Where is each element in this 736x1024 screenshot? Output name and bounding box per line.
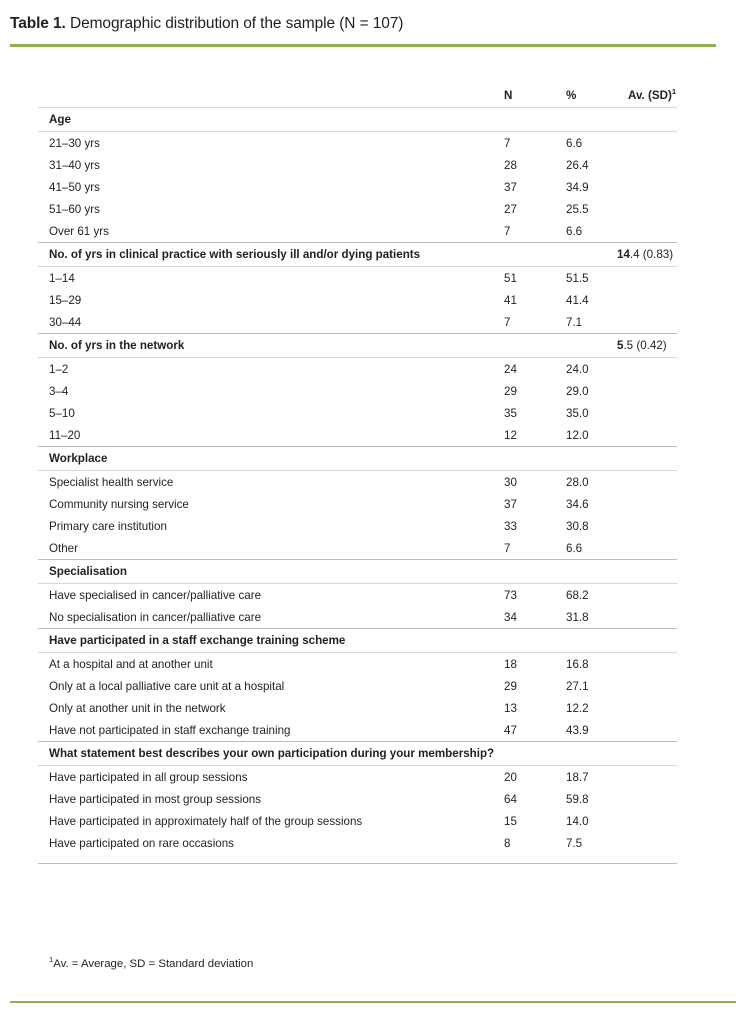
row-label: 41–50 yrs bbox=[49, 180, 100, 194]
bottom-accent-rule bbox=[10, 1001, 736, 1003]
row-label: 1–14 bbox=[49, 271, 75, 285]
section-percent-cell bbox=[553, 334, 615, 358]
row-label: At a hospital and at another unit bbox=[49, 657, 213, 671]
row-percent-value: 27.1 bbox=[566, 679, 589, 693]
table-footnote bbox=[49, 955, 254, 970]
column-header-avsd bbox=[615, 76, 677, 108]
row-avsd-value bbox=[615, 289, 677, 311]
column-header-avsd-superscript: 1 bbox=[671, 87, 677, 97]
row-percent-value: 29.0 bbox=[566, 384, 589, 398]
section-n-cell bbox=[491, 560, 553, 584]
row-n-value: 41 bbox=[504, 293, 517, 307]
section-n-cell bbox=[491, 334, 553, 358]
top-accent-rule bbox=[10, 44, 716, 47]
table-row bbox=[38, 493, 677, 515]
row-n-value: 33 bbox=[504, 519, 517, 533]
row-avsd-value bbox=[615, 198, 677, 220]
section-heading: No. of yrs in the network bbox=[38, 334, 491, 358]
table-caption bbox=[10, 14, 403, 34]
row-n-value: 37 bbox=[504, 180, 517, 194]
table-row bbox=[38, 471, 677, 494]
row-label: 1–2 bbox=[49, 362, 69, 376]
avsd-mean: 5 bbox=[617, 339, 624, 352]
row-label: Specialist health service bbox=[49, 475, 174, 489]
section-percent-cell bbox=[553, 108, 615, 132]
row-percent-value: 31.8 bbox=[566, 610, 589, 624]
table-section-header-row bbox=[38, 560, 677, 584]
row-percent-value: 34.9 bbox=[566, 180, 589, 194]
section-n-cell bbox=[491, 447, 553, 471]
row-n-value: 12 bbox=[504, 428, 517, 442]
row-label: 11–20 bbox=[49, 428, 81, 442]
section-percent-cell bbox=[553, 447, 615, 471]
column-header-percent: % bbox=[566, 89, 577, 102]
section-percent-cell bbox=[553, 742, 615, 766]
table-row bbox=[38, 311, 677, 334]
row-n-value: 28 bbox=[504, 158, 517, 172]
table-row bbox=[38, 810, 677, 832]
table-row bbox=[38, 584, 677, 607]
table-section-header-row bbox=[38, 108, 677, 132]
table-row bbox=[38, 788, 677, 810]
row-avsd-value bbox=[615, 675, 677, 697]
row-n-value: 29 bbox=[504, 384, 517, 398]
section-divider bbox=[38, 854, 677, 864]
row-percent-value: 68.2 bbox=[566, 588, 589, 602]
row-n-value: 7 bbox=[504, 315, 511, 329]
row-percent-value: 16.8 bbox=[566, 657, 589, 671]
section-percent-cell bbox=[553, 243, 615, 267]
row-avsd-value bbox=[615, 471, 677, 494]
avsd-sd: .4 (0.83) bbox=[629, 248, 674, 261]
row-label: Have participated in all group sessions bbox=[49, 770, 248, 784]
table-row bbox=[38, 515, 677, 537]
table-row bbox=[38, 176, 677, 198]
row-avsd-value bbox=[615, 832, 677, 854]
table-row bbox=[38, 132, 677, 155]
row-avsd-value bbox=[615, 653, 677, 676]
row-n-value: 34 bbox=[504, 610, 517, 624]
demographic-table-wrapper bbox=[38, 76, 677, 864]
row-percent-value: 14.0 bbox=[566, 814, 589, 828]
table-section-header-row bbox=[38, 742, 677, 766]
row-avsd-value bbox=[615, 311, 677, 334]
row-n-value: 18 bbox=[504, 657, 517, 671]
row-avsd-value bbox=[615, 424, 677, 447]
row-n-value: 24 bbox=[504, 362, 517, 376]
table-row bbox=[38, 606, 677, 629]
row-avsd-value bbox=[615, 493, 677, 515]
row-avsd-value bbox=[615, 176, 677, 198]
row-n-value: 64 bbox=[504, 792, 517, 806]
row-avsd-value bbox=[615, 719, 677, 742]
row-n-value: 20 bbox=[504, 770, 517, 784]
section-avsd-value bbox=[615, 108, 677, 132]
row-label: Over 61 yrs bbox=[49, 224, 109, 238]
table-body bbox=[38, 108, 677, 864]
table-section-header-row bbox=[38, 243, 677, 267]
section-heading: Specialisation bbox=[38, 560, 491, 584]
row-n-value: 8 bbox=[504, 836, 511, 850]
row-avsd-value bbox=[615, 358, 677, 381]
section-heading: Have participated in a staff exchange training scheme bbox=[38, 629, 491, 653]
table-row bbox=[38, 220, 677, 243]
row-label: Have participated on rare occasions bbox=[49, 836, 234, 850]
row-avsd-value bbox=[615, 267, 677, 290]
table-row bbox=[38, 358, 677, 381]
row-percent-value: 51.5 bbox=[566, 271, 589, 285]
section-n-cell bbox=[491, 243, 553, 267]
row-label: 51–60 yrs bbox=[49, 202, 100, 216]
column-header-label bbox=[38, 76, 491, 108]
row-label: Only at a local palliative care unit at a hospital bbox=[49, 679, 285, 693]
section-avsd-value bbox=[615, 742, 677, 766]
row-label: Community nursing service bbox=[49, 497, 189, 511]
row-n-value: 13 bbox=[504, 701, 517, 715]
footnote-text: Av. = Average, SD = Standard deviation bbox=[53, 958, 254, 970]
section-avsd-value bbox=[615, 447, 677, 471]
row-label: Have participated in most group sessions bbox=[49, 792, 262, 806]
table-row bbox=[38, 402, 677, 424]
table-row bbox=[38, 289, 677, 311]
table-row bbox=[38, 766, 677, 789]
table-header-row bbox=[38, 76, 677, 108]
section-n-cell bbox=[491, 108, 553, 132]
footnote-superscript: 1 bbox=[49, 955, 54, 965]
row-label: Only at another unit in the network bbox=[49, 701, 226, 715]
row-label: 5–10 bbox=[49, 406, 75, 420]
row-label: Primary care institution bbox=[49, 519, 167, 533]
row-avsd-value bbox=[615, 515, 677, 537]
row-percent-value: 24.0 bbox=[566, 362, 589, 376]
table-section-header-row bbox=[38, 334, 677, 358]
section-n-cell bbox=[491, 629, 553, 653]
table-header bbox=[38, 76, 677, 108]
row-percent-value: 18.7 bbox=[566, 770, 589, 784]
row-avsd-value bbox=[615, 537, 677, 560]
row-label: Have not participated in staff exchange training bbox=[49, 723, 291, 737]
row-percent-value: 25.5 bbox=[566, 202, 589, 216]
row-percent-value: 7.1 bbox=[566, 315, 583, 329]
table-row bbox=[38, 697, 677, 719]
table-row bbox=[38, 832, 677, 854]
row-label: 21–30 yrs bbox=[49, 136, 100, 150]
row-percent-value: 26.4 bbox=[566, 158, 589, 172]
row-label: 3–4 bbox=[49, 384, 69, 398]
table-section-header-row bbox=[38, 447, 677, 471]
row-percent-value: 30.8 bbox=[566, 519, 589, 533]
section-avsd-value bbox=[615, 560, 677, 584]
table-row bbox=[38, 198, 677, 220]
row-percent-value: 35.0 bbox=[566, 406, 589, 420]
avsd-sd: .5 (0.42) bbox=[623, 339, 667, 352]
row-avsd-value bbox=[615, 697, 677, 719]
row-avsd-value bbox=[615, 132, 677, 155]
column-header-n: N bbox=[504, 89, 513, 102]
row-percent-value: 59.8 bbox=[566, 792, 589, 806]
table-row bbox=[38, 719, 677, 742]
row-n-value: 7 bbox=[504, 136, 511, 150]
row-avsd-value bbox=[615, 810, 677, 832]
row-percent-value: 43.9 bbox=[566, 723, 589, 737]
row-percent-value: 7.5 bbox=[566, 836, 583, 850]
row-label: No specialisation in cancer/palliative care bbox=[49, 610, 262, 624]
row-n-value: 15 bbox=[504, 814, 517, 828]
row-n-value: 73 bbox=[504, 588, 517, 602]
row-n-value: 27 bbox=[504, 202, 517, 216]
row-percent-value: 34.6 bbox=[566, 497, 589, 511]
row-label: 31–40 yrs bbox=[49, 158, 100, 172]
row-percent-value: 6.6 bbox=[566, 136, 583, 150]
table-row bbox=[38, 675, 677, 697]
row-n-value: 7 bbox=[504, 224, 511, 238]
section-heading: What statement best describes your own participation during your membership? bbox=[38, 742, 491, 766]
table-section-header-row bbox=[38, 629, 677, 653]
row-avsd-value bbox=[615, 766, 677, 789]
table-caption-title: Demographic distribution of the sample (N = 107) bbox=[70, 15, 404, 32]
table-row bbox=[38, 154, 677, 176]
section-heading: No. of yrs in clinical practice with seriously ill and/or dying patients bbox=[38, 243, 491, 267]
row-avsd-value bbox=[615, 380, 677, 402]
section-avsd-value bbox=[615, 334, 677, 358]
table-row bbox=[38, 424, 677, 447]
row-label: Other bbox=[49, 541, 78, 555]
column-header-avsd-text: Av. (SD) bbox=[628, 89, 672, 102]
avsd-mean: 14 bbox=[617, 248, 630, 261]
row-n-value: 30 bbox=[504, 475, 517, 489]
row-percent-value: 6.6 bbox=[566, 224, 583, 238]
row-avsd-value bbox=[615, 220, 677, 243]
section-divider-row bbox=[38, 854, 677, 864]
row-n-value: 51 bbox=[504, 271, 517, 285]
row-percent-value: 12.0 bbox=[566, 428, 589, 442]
row-label: 30–44 bbox=[49, 315, 82, 329]
demographic-table bbox=[38, 76, 677, 864]
section-percent-cell bbox=[553, 629, 615, 653]
section-avsd-value bbox=[615, 243, 677, 267]
row-n-value: 7 bbox=[504, 541, 511, 555]
table-row bbox=[38, 380, 677, 402]
row-percent-value: 28.0 bbox=[566, 475, 589, 489]
section-percent-cell bbox=[553, 560, 615, 584]
section-n-cell bbox=[491, 742, 553, 766]
row-n-value: 47 bbox=[504, 723, 517, 737]
table-row bbox=[38, 267, 677, 290]
row-avsd-value bbox=[615, 584, 677, 607]
row-avsd-value bbox=[615, 606, 677, 629]
table-row bbox=[38, 653, 677, 676]
row-avsd-value bbox=[615, 788, 677, 810]
row-n-value: 29 bbox=[504, 679, 517, 693]
table-row bbox=[38, 537, 677, 560]
section-heading: Workplace bbox=[38, 447, 491, 471]
row-avsd-value bbox=[615, 402, 677, 424]
section-heading: Age bbox=[38, 108, 491, 132]
row-percent-value: 41.4 bbox=[566, 293, 589, 307]
row-avsd-value bbox=[615, 154, 677, 176]
row-label: 15–29 bbox=[49, 293, 82, 307]
row-percent-value: 12.2 bbox=[566, 701, 589, 715]
table-caption-label: Table 1. bbox=[10, 15, 66, 32]
row-n-value: 35 bbox=[504, 406, 517, 420]
row-percent-value: 6.6 bbox=[566, 541, 583, 555]
row-label: Have participated in approximately half of the group sessions bbox=[49, 814, 363, 828]
row-label: Have specialised in cancer/palliative care bbox=[49, 588, 262, 602]
row-n-value: 37 bbox=[504, 497, 517, 511]
section-avsd-value bbox=[615, 629, 677, 653]
